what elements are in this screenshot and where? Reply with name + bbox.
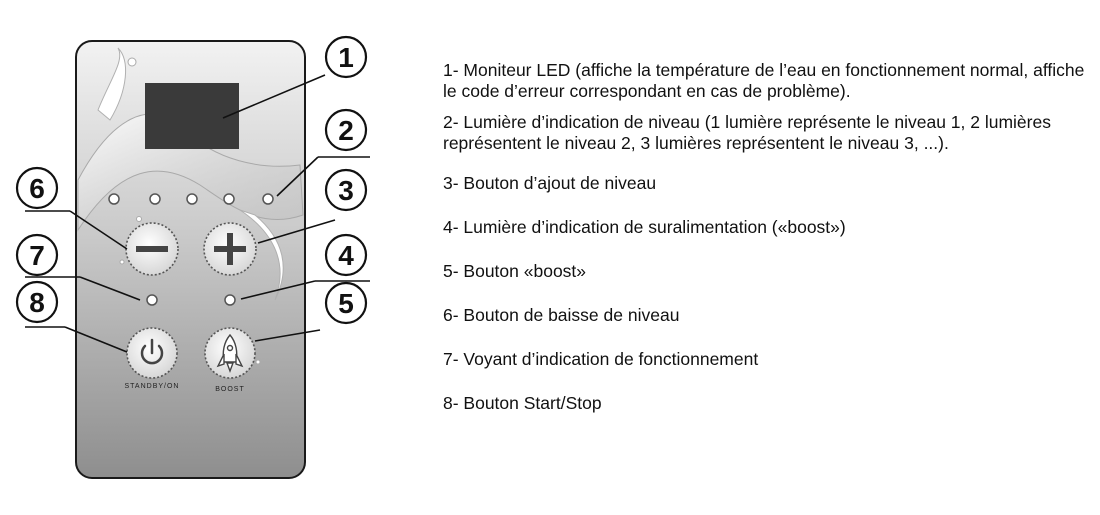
legend-item-2: 2- Lumière d’indication de niveau (1 lumière représente le niveau 1, 2 lumières représentent le niveau 2, 3 lumières représentent le niveau 3, ...).	[443, 112, 1051, 153]
legend-item-1: 1- Moniteur LED (affiche la température de l’eau en fonctionnement normal, affiche le code d’erreur correspondant en cas de problème).	[443, 60, 1085, 101]
level-light	[224, 194, 234, 204]
level-light	[187, 194, 197, 204]
operation-indicator-light	[147, 295, 157, 305]
level-light	[263, 194, 273, 204]
callout-8	[17, 282, 57, 322]
legend-list	[443, 60, 1098, 414]
svg-text:6: 6	[29, 173, 45, 204]
callout-7	[17, 235, 57, 275]
legend-item-5: 5- Bouton «boost»	[443, 261, 587, 281]
level-light	[150, 194, 160, 204]
callout-2	[326, 110, 366, 150]
level-up-button[interactable]	[204, 223, 256, 275]
svg-text:4: 4	[338, 240, 354, 271]
control-panel-diagram	[0, 0, 440, 515]
legend-item-6: 6- Bouton de baisse de niveau	[443, 305, 680, 325]
svg-text:3: 3	[338, 175, 354, 206]
standby-caption: STANDBY/ON	[124, 383, 180, 390]
legend-item-8: 8- Bouton Start/Stop	[443, 393, 602, 413]
boost-indicator-light	[225, 295, 235, 305]
callout-6	[17, 168, 57, 208]
svg-text:2: 2	[338, 115, 354, 146]
minus-icon	[136, 246, 168, 252]
svg-text:5: 5	[338, 288, 354, 319]
boost-caption: BOOST	[215, 386, 245, 393]
boost-button[interactable]	[205, 328, 255, 378]
svg-text:7: 7	[29, 240, 45, 271]
level-down-button[interactable]	[126, 223, 178, 275]
svg-text:1: 1	[338, 42, 354, 73]
legend-item-4: 4- Lumière d’indication de suralimentation («boost»)	[443, 217, 846, 237]
level-light	[109, 194, 119, 204]
standby-on-button[interactable]	[127, 328, 177, 378]
callout-5	[326, 283, 366, 323]
callout-1	[326, 37, 366, 77]
svg-text:8: 8	[29, 287, 45, 318]
led-display	[145, 83, 239, 149]
callout-3	[326, 170, 366, 210]
callout-4	[326, 235, 366, 275]
legend-item-3: 3- Bouton d’ajout de niveau	[443, 173, 657, 193]
legend-item-7: 7- Voyant d’indication de fonctionnement	[443, 349, 759, 369]
